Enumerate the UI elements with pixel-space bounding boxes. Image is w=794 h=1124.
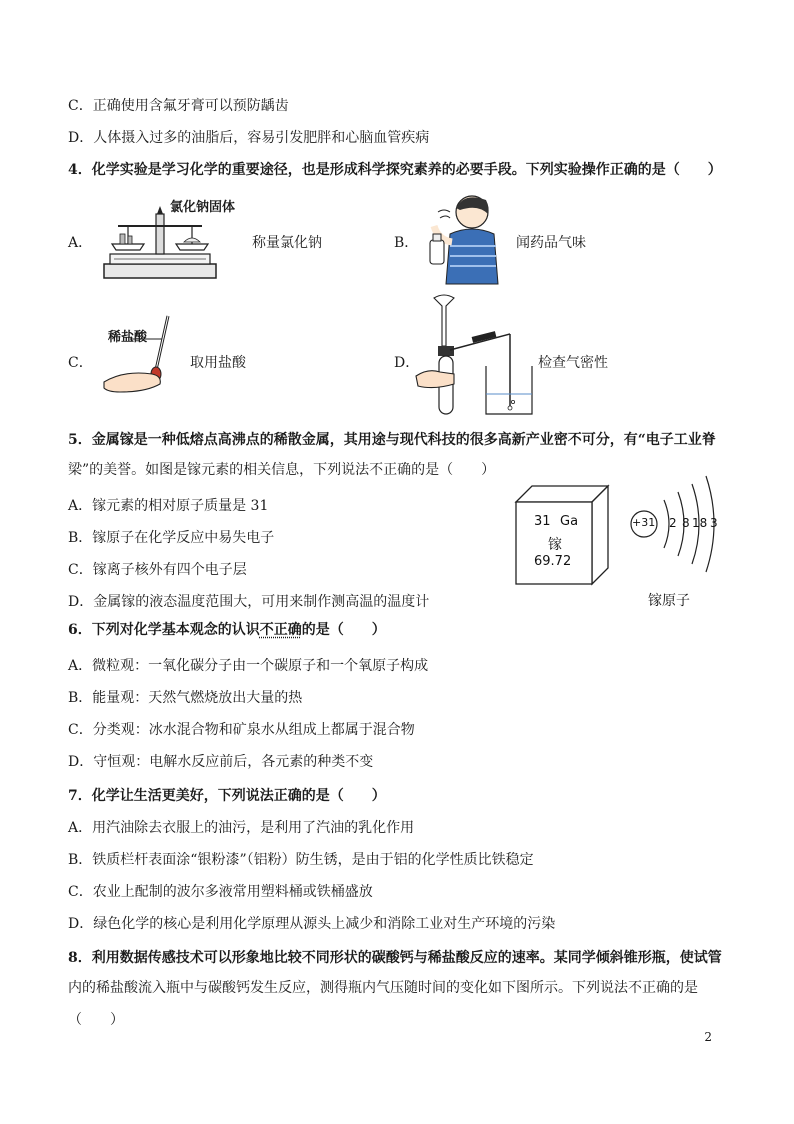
q6-option-b: B．能量观：天然气燃烧放出大量的热 bbox=[68, 690, 303, 706]
atom-caption: 镓原子 bbox=[648, 593, 690, 609]
q5-stem-line-2: 梁”的美誉。如图是镓元素的相关信息，下列说法不正确的是（ ） bbox=[68, 462, 496, 478]
atom-shell-4: 3 bbox=[710, 516, 718, 530]
q6-option-a: A．微粒观：一氧化碳分子由一个碳原子和一个氧原子构成 bbox=[68, 658, 429, 674]
q4-option-a-caption: 称量氯化钠 bbox=[252, 235, 322, 251]
q4-option-d-caption: 检查气密性 bbox=[538, 355, 608, 371]
q8-stem-line-1: 8．利用数据传感技术可以形象地比较不同形状的碳酸钙与稀盐酸反应的速率。某同学倾斜锥形瓶，使试管 bbox=[68, 950, 722, 966]
element-atomic-number: 31 bbox=[534, 514, 551, 529]
q6-stem-post: 的是（ ） bbox=[301, 622, 386, 638]
q5-option-a: A．镓元素的相对原子质量是 31 bbox=[68, 498, 269, 514]
person-smelling-illustration bbox=[420, 190, 502, 286]
q4-stem: 4．化学实验是学习化学的重要途径，也是形成科学探究素养的必要手段。下列实验操作正确的是（ ） bbox=[68, 162, 722, 178]
q3-option-c: C．正确使用含氟牙膏可以预防龋齿 bbox=[68, 98, 289, 114]
element-atomic-mass: 69.72 bbox=[534, 554, 572, 569]
q5-option-d: D．金属镓的液态温度范围大，可用来制作测高温的温度计 bbox=[68, 594, 430, 610]
q4-option-c-caption: 取用盐酸 bbox=[190, 355, 246, 371]
hand-dropper-illustration bbox=[100, 312, 190, 396]
element-name: 镓 bbox=[548, 537, 562, 553]
q6-stem-emphasis: 不正确 bbox=[259, 622, 302, 638]
q5-option-b: B．镓原子在化学反应中易失电子 bbox=[68, 530, 275, 546]
q6-stem bbox=[68, 620, 386, 640]
q8-stem-line-2: 内的稀盐酸流入瓶中与碳酸钙发生反应，测得瓶内气压随时间的变化如下图所示。下列说法不正确的是 bbox=[68, 980, 698, 996]
q4-option-b-label: B． bbox=[394, 235, 419, 251]
airtightness-apparatus-illustration bbox=[414, 294, 534, 420]
q7-option-a: A．用汽油除去衣服上的油污，是利用了汽油的乳化作用 bbox=[68, 820, 415, 836]
q7-stem: 7．化学让生活更美好，下列说法正确的是（ ） bbox=[68, 788, 386, 804]
q6-option-c: C．分类观：冰水混合物和矿泉水从组成上都属于混合物 bbox=[68, 722, 415, 738]
q4-option-a-label: A． bbox=[68, 235, 93, 251]
q4-sodium-chloride-label: 氯化钠固体 bbox=[170, 200, 236, 215]
q8-stem-line-3: （ ） bbox=[68, 1012, 124, 1028]
element-symbol: Ga bbox=[560, 514, 579, 529]
q4-option-b-caption: 闻药品气味 bbox=[516, 235, 586, 251]
q4-option-c-label: C． bbox=[68, 355, 93, 371]
q5-option-c: C．镓离子核外有四个电子层 bbox=[68, 562, 247, 578]
atom-shell-2: 8 bbox=[682, 516, 690, 530]
page-number: 2 bbox=[704, 1030, 712, 1044]
q3-option-d: D．人体摄入过多的油脂后，容易引发肥胖和心脑血管疾病 bbox=[68, 130, 430, 146]
atom-shell-1: 2 bbox=[669, 516, 677, 530]
q4-option-d-label: D． bbox=[394, 355, 420, 371]
q6-stem-pre: 6．下列对化学基本观念的认识 bbox=[68, 622, 260, 638]
q7-option-c: C．农业上配制的波尔多液常用塑料桶或铁桶盛放 bbox=[68, 884, 373, 900]
q7-option-d: D．绿色化学的核心是利用化学原理从源头上减少和消除工业对生产环境的污染 bbox=[68, 916, 556, 932]
q4-dilute-hcl-label: 稀盐酸 bbox=[108, 330, 148, 345]
q6-option-d: D．守恒观：电解水反应前后，各元素的种类不变 bbox=[68, 754, 374, 770]
q5-stem-line-1: 5．金属镓是一种低熔点高沸点的稀散金属，其用途与现代科技的很多高新产业密不可分，有“电子工业脊 bbox=[68, 432, 716, 448]
atom-shell-3: 18 bbox=[692, 516, 708, 530]
q7-option-b: B．铁质栏杆表面涂“银粉漆”（铝粉）防生锈，是由于铝的化学性质比铁稳定 bbox=[68, 852, 534, 868]
atom-nucleus-charge: +31 bbox=[632, 516, 656, 529]
